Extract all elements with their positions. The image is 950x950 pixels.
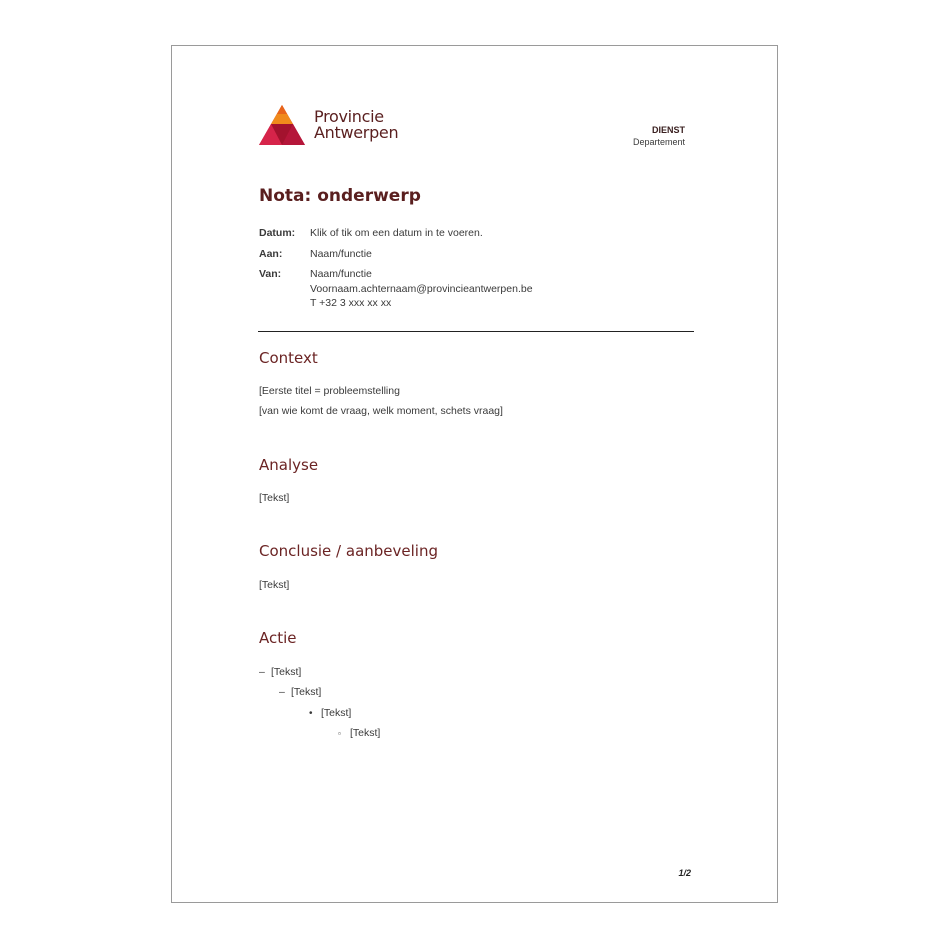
list-item xyxy=(279,686,321,698)
analyse-heading: Analyse xyxy=(259,456,319,474)
dash-bullet-icon: – xyxy=(279,686,285,698)
list-item-text: [Tekst] xyxy=(350,727,381,739)
list-item-text: [Tekst] xyxy=(271,666,302,678)
list-item-text: [Tekst] xyxy=(321,707,352,719)
van-name: Naam/functie xyxy=(310,268,372,280)
department-block xyxy=(633,124,685,148)
square-bullet-icon: ▫ xyxy=(338,728,341,738)
dash-bullet-icon: – xyxy=(259,666,265,678)
analyse-text: [Tekst] xyxy=(259,492,290,504)
actie-heading: Actie xyxy=(259,629,297,647)
datum-field[interactable]: Klik of tik om een datum in te voeren. xyxy=(310,227,483,239)
round-bullet-icon: • xyxy=(309,707,313,719)
list-item xyxy=(309,707,351,719)
aan-row xyxy=(259,247,533,262)
van-value xyxy=(310,267,533,311)
list-item-text: [Tekst] xyxy=(291,686,322,698)
departement-label: Departement xyxy=(632,137,685,147)
document-page xyxy=(171,45,778,903)
van-row xyxy=(259,267,533,311)
datum-row xyxy=(259,226,533,241)
context-line-2: [van wie komt de vraag, welk moment, schets vraag] xyxy=(259,405,503,417)
conclusie-text: [Tekst] xyxy=(259,579,290,591)
context-heading: Context xyxy=(259,349,318,367)
list-item xyxy=(338,727,380,739)
aan-label: Aan: xyxy=(259,247,283,260)
logo-line-1: Provincie xyxy=(314,107,384,126)
logo-line-2: Antwerpen xyxy=(314,123,399,142)
provincie-antwerpen-logo xyxy=(259,104,398,146)
context-line-1: [Eerste titel = probleemstelling xyxy=(259,385,400,397)
aan-value: Naam/functie xyxy=(310,247,372,260)
dienst-label: DIENST xyxy=(651,125,685,135)
logo-wordmark xyxy=(314,109,398,141)
list-item xyxy=(259,666,301,678)
datum-label: Datum: xyxy=(259,227,296,239)
meta-block xyxy=(259,226,533,317)
document-title: Nota: onderwerp xyxy=(259,186,421,206)
page-number: 1/2 xyxy=(678,868,691,878)
conclusie-heading: Conclusie / aanbeveling xyxy=(259,542,438,560)
van-email: Voornaam.achternaam@provincieantwerpen.be xyxy=(310,282,533,295)
van-phone: T +32 3 xxx xx xx xyxy=(310,297,392,309)
van-label: Van: xyxy=(259,268,282,280)
header-divider xyxy=(258,331,694,332)
triangle-logo-icon xyxy=(259,105,305,145)
